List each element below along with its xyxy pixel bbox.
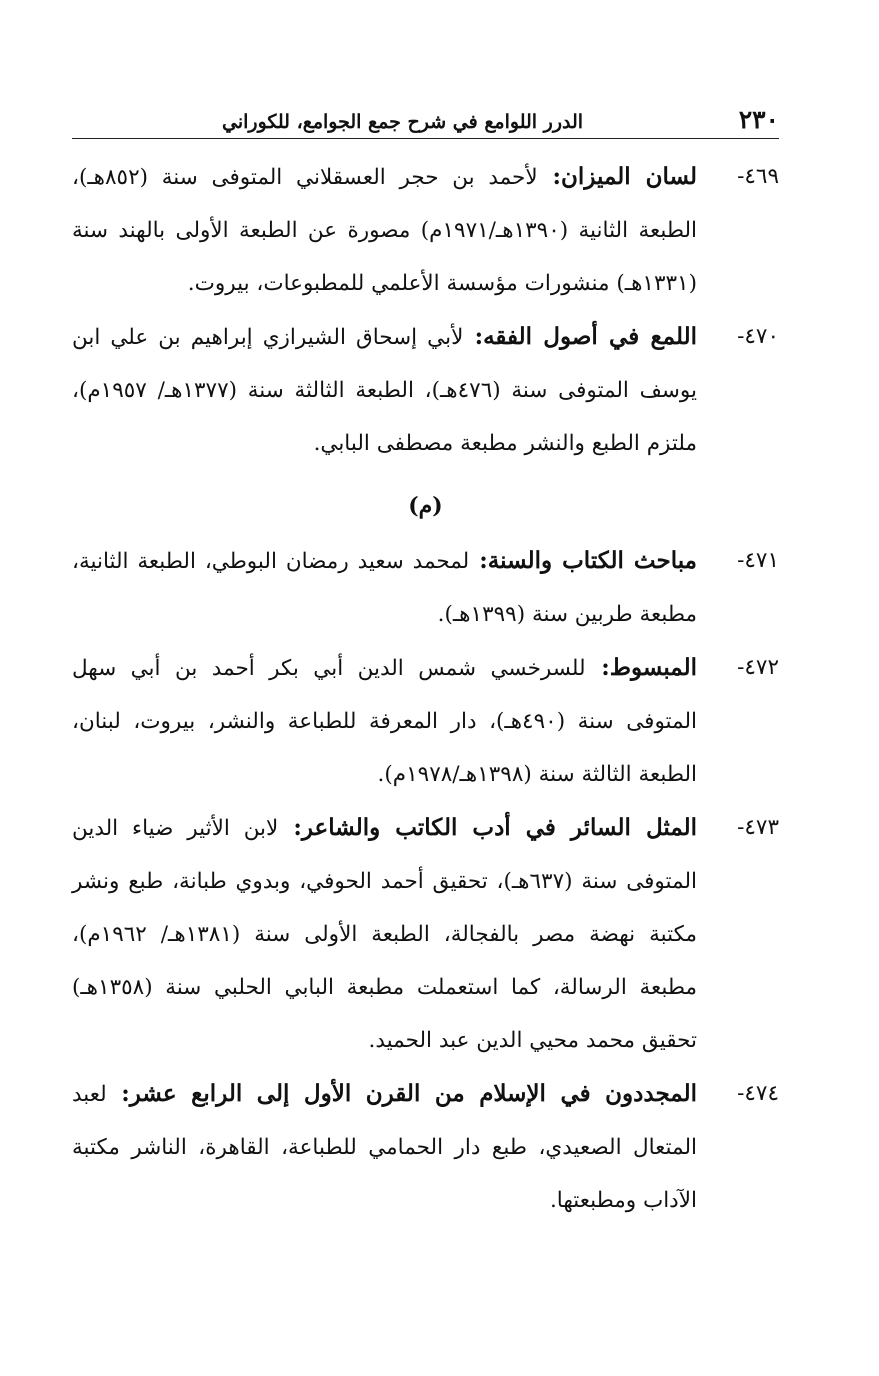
entry-title: لسان الميزان:: [537, 163, 697, 190]
running-title: الدرر اللوامع في شرح جمع الجوامع، للكوراني: [222, 111, 584, 133]
entry-number: ٤٧٣-: [737, 815, 779, 840]
bibliography-entry-471: [72, 534, 779, 641]
entry-title: اللمع في أصول الفقه:: [463, 323, 697, 350]
bibliography-entry-470: [72, 310, 779, 470]
entry-text: لمحمد سعيد رمضان البوطي، الطبعة الثانية، مطبعة طربين سنة (١٣٩٩هـ).: [72, 549, 697, 627]
entry-number: ٤٧٤-: [737, 1081, 779, 1106]
entry-number: ٤٧٠-: [737, 324, 779, 349]
bibliography-entries: [72, 150, 779, 1227]
entry-title: المبسوط:: [585, 654, 697, 681]
bibliography-entry-473: [72, 801, 779, 1067]
entry-text: لأبي إسحاق الشيرازي إبراهيم بن علي ابن يوسف المتوفى سنة (٤٧٦هـ)، الطبعة الثالثة سنة (١٣٧٧هـ/ ١٩٥٧م)، ملتزم الطبع والنشر مطبعة مصطفى البابي.: [72, 325, 697, 456]
entry-text: للسرخسي شمس الدين أبي بكر أحمد بن أبي سهل المتوفى سنة (٤٩٠هـ)، دار المعرفة للطباعة والنشر، بيروت، لبنان، الطبعة الثالثة سنة (١٣٩٨هـ/١٩٧٨م).: [72, 656, 697, 787]
entry-number: ٤٧٢-: [737, 655, 779, 680]
entry-number: ٤٦٩-: [737, 164, 779, 189]
section-letter-heading: (م): [408, 493, 443, 519]
entry-text: لعبد المتعال الصعيدي، طبع دار الحمامي للطباعة، القاهرة، الناشر مكتبة الآداب ومطبعتها.: [72, 1082, 697, 1213]
entry-title: المثل السائر في أدب الكاتب والشاعر:: [278, 814, 698, 841]
entry-title: مباحث الكتاب والسنة:: [469, 547, 697, 574]
entry-text: لأحمد بن حجر العسقلاني المتوفى سنة (٨٥٢هـ)، الطبعة الثانية (١٣٩٠هـ/١٩٧١م) مصورة عن الطبعة الأولى بالهند سنة (١٣٣١هـ) منشورات مؤسسة الأعلمي للمطبوعات، بيروت.: [72, 165, 698, 296]
page-number: ٢٣٠: [738, 105, 779, 134]
bibliography-entry-472: [72, 641, 779, 801]
running-head: [72, 92, 779, 139]
entry-number: ٤٧١-: [737, 548, 779, 573]
bibliography-entry-474: [72, 1067, 779, 1227]
entry-text: لابن الأثير ضياء الدين المتوفى سنة (٦٣٧هـ)، تحقيق أحمد الحوفي، وبدوي طبانة، طبع ونشر مكتبة نهضة مصر بالفجالة، الطبعة الأولى سنة (١٣٨١هـ/ ١٩٦٢م)، مطبعة الرسالة، كما استعملت مطبعة البابي الحلبي سنة (١٣٥٨هـ) تحقيق محمد محيي الدين عبد الحميد.: [72, 816, 697, 1053]
bibliography-entry-469: [72, 150, 779, 310]
entry-title: المجددون في الإسلام من القرن الأول إلى الرابع عشر:: [106, 1080, 697, 1107]
